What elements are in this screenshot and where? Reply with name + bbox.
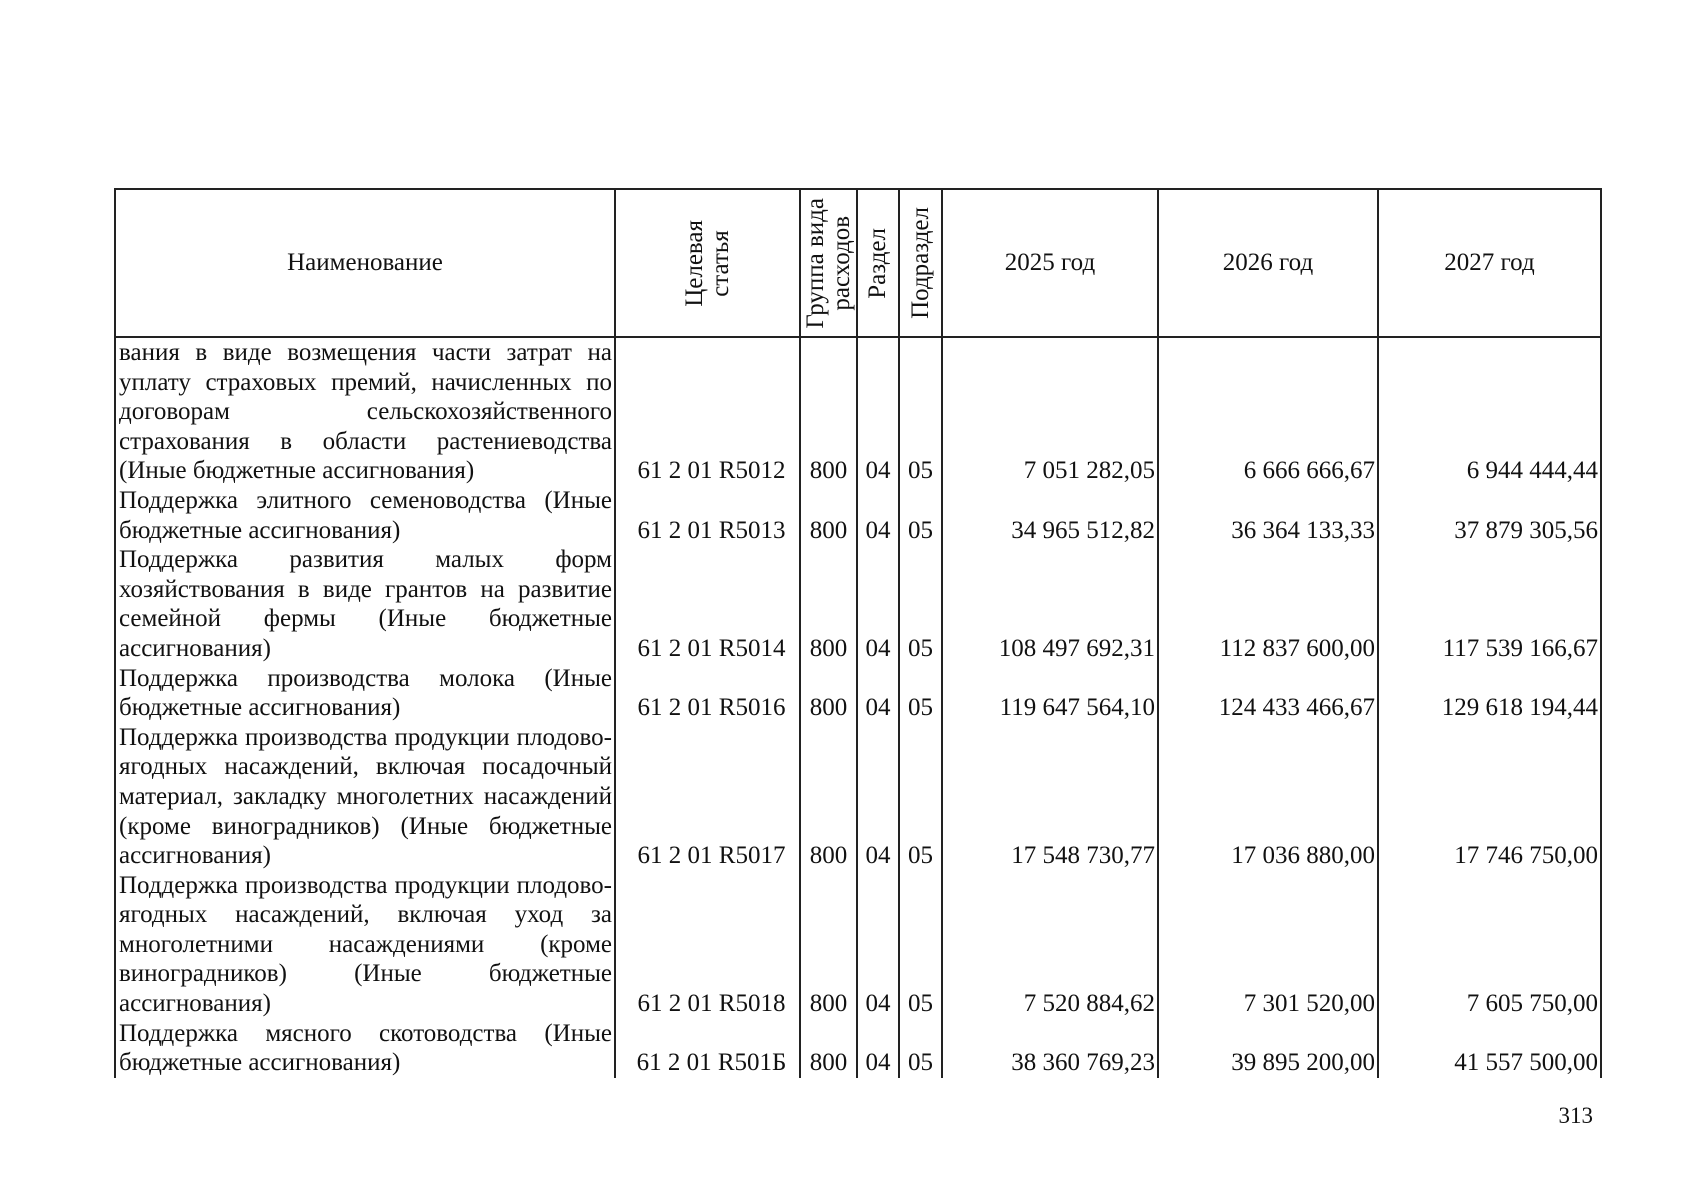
row-expense-group: 800 <box>800 664 857 723</box>
row-amount-2027: 17 746 750,00 <box>1378 723 1601 871</box>
row-target-article: 61 2 01 R5012 <box>615 337 800 486</box>
row-expense-group: 800 <box>800 871 857 1019</box>
row-section: 04 <box>857 723 899 871</box>
row-amount-2026: 17 036 880,00 <box>1158 723 1378 871</box>
header-year-2026-label: 2026 год <box>1222 249 1314 277</box>
row-expense-group: 800 <box>800 545 857 663</box>
row-section: 04 <box>857 664 899 723</box>
row-amount-2027: 37 879 305,56 <box>1378 486 1601 545</box>
row-target-article: 61 2 01 R5014 <box>615 545 800 663</box>
table-row <box>115 871 1601 1019</box>
row-name: Поддержка развития малых форм хозяйствования в виде грантов на развитие семейной фермы (Иные бюджетные ассигнования) <box>115 545 615 663</box>
page-number: 313 <box>1558 1103 1593 1128</box>
header-subsection <box>899 189 942 337</box>
header-year-2026 <box>1158 189 1378 337</box>
row-amount-2027: 117 539 166,67 <box>1378 545 1601 663</box>
header-name <box>115 189 615 337</box>
table-row <box>115 664 1601 723</box>
row-section: 04 <box>857 545 899 663</box>
row-subsection: 05 <box>899 1019 942 1078</box>
row-amount-2025: 34 965 512,82 <box>942 486 1158 545</box>
row-amount-2025: 108 497 692,31 <box>942 545 1158 663</box>
row-amount-2025: 38 360 769,23 <box>942 1019 1158 1078</box>
header-year-2025 <box>942 189 1158 337</box>
row-amount-2026: 6 666 666,67 <box>1158 337 1378 486</box>
row-subsection: 05 <box>899 664 942 723</box>
header-subsection-label: Подраздел <box>906 207 934 319</box>
budget-table <box>114 188 1602 1078</box>
row-amount-2026: 112 837 600,00 <box>1158 545 1378 663</box>
table-row <box>115 723 1601 871</box>
row-amount-2027: 7 605 750,00 <box>1378 871 1601 1019</box>
row-name: Поддержка производства продукции плодово-ягодных насаждений, включая посадочный материал, закладку многолетних насаждений (кроме виноградников) (Иные бюджетные ассигнования) <box>115 723 615 871</box>
row-subsection: 05 <box>899 545 942 663</box>
row-expense-group: 800 <box>800 723 857 871</box>
row-amount-2025: 17 548 730,77 <box>942 723 1158 871</box>
row-name: Поддержка элитного семеноводства (Иные бюджетные ассигнования) <box>115 486 615 545</box>
header-target-article <box>615 189 800 337</box>
table-body <box>115 337 1601 1078</box>
row-subsection: 05 <box>899 871 942 1019</box>
row-target-article: 61 2 01 R501Б <box>615 1019 800 1078</box>
row-section: 04 <box>857 1019 899 1078</box>
row-subsection: 05 <box>899 723 942 871</box>
row-name: Поддержка производства продукции плодово-ягодных насаждений, включая уход за многолетними насаждениями (кроме виноградников) (Иные бюджетные ассигнования) <box>115 871 615 1019</box>
table-row <box>115 337 1601 486</box>
header-target-article-label: Целевая статья <box>680 219 734 307</box>
row-target-article: 61 2 01 R5016 <box>615 664 800 723</box>
row-amount-2026: 39 895 200,00 <box>1158 1019 1378 1078</box>
row-expense-group: 800 <box>800 1019 857 1078</box>
table-header <box>115 189 1601 337</box>
row-amount-2025: 7 051 282,05 <box>942 337 1158 486</box>
row-amount-2026: 7 301 520,00 <box>1158 871 1378 1019</box>
header-year-2027 <box>1378 189 1601 337</box>
row-expense-group: 800 <box>800 486 857 545</box>
row-amount-2027: 6 944 444,44 <box>1378 337 1601 486</box>
row-amount-2025: 7 520 884,62 <box>942 871 1158 1019</box>
row-amount-2027: 41 557 500,00 <box>1378 1019 1601 1078</box>
row-subsection: 05 <box>899 337 942 486</box>
table-row <box>115 1019 1601 1078</box>
table-row <box>115 486 1601 545</box>
row-amount-2025: 119 647 564,10 <box>942 664 1158 723</box>
row-target-article: 61 2 01 R5018 <box>615 871 800 1019</box>
row-name: Поддержка мясного скотоводства (Иные бюджетные ассигнования) <box>115 1019 615 1078</box>
row-name: Поддержка производства молока (Иные бюджетные ассигнования) <box>115 664 615 723</box>
row-expense-group: 800 <box>800 337 857 486</box>
row-target-article: 61 2 01 R5017 <box>615 723 800 871</box>
row-target-article: 61 2 01 R5013 <box>615 486 800 545</box>
header-section-label: Раздел <box>864 227 891 299</box>
header-section <box>857 189 899 337</box>
row-section: 04 <box>857 337 899 486</box>
header-expense-group <box>800 189 857 337</box>
header-year-2027-label: 2027 год <box>1444 249 1535 277</box>
header-name-label: Наименование <box>287 249 443 277</box>
row-section: 04 <box>857 486 899 545</box>
row-section: 04 <box>857 871 899 1019</box>
header-year-2025-label: 2025 год <box>1004 249 1096 277</box>
row-name: вания в виде возмещения части затрат на уплату страховых премий, начисленных по договорам сельскохозяйственного страхования в области растениеводства (Иные бюджетные ассигнования) <box>115 337 615 486</box>
row-amount-2026: 36 364 133,33 <box>1158 486 1378 545</box>
row-amount-2026: 124 433 466,67 <box>1158 664 1378 723</box>
row-subsection: 05 <box>899 486 942 545</box>
table-row <box>115 545 1601 663</box>
header-expense-group-label: Группа вида расходов <box>801 197 855 329</box>
row-amount-2027: 129 618 194,44 <box>1378 664 1601 723</box>
